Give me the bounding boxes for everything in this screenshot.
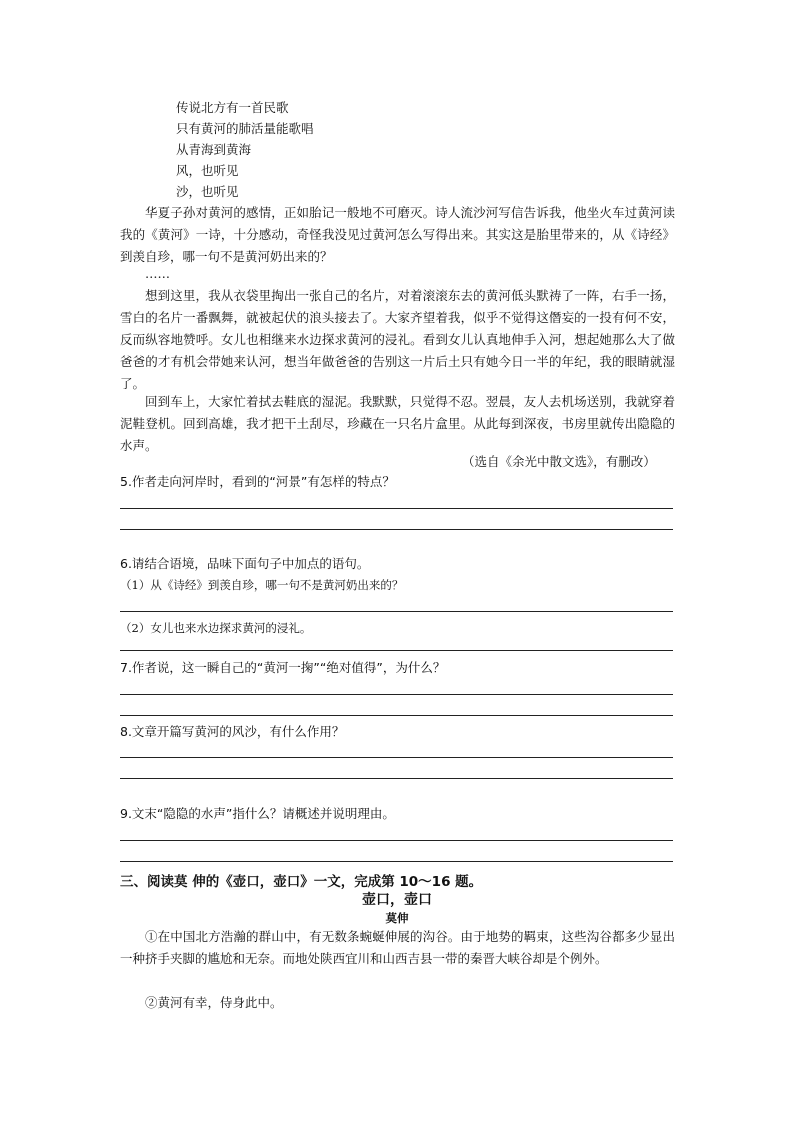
paragraph: ②黄河有幸，侍身此中。 <box>145 995 283 1010</box>
article-title: 壶口，壶口 <box>362 892 432 908</box>
question-6-2: （2）女儿也来水边探求黄河的浸礼。 <box>120 621 312 635</box>
answer-line <box>120 715 673 716</box>
answer-line <box>120 611 673 612</box>
question-5: 5.作者走向河岸时，看到的“河景”有怎样的特点？ <box>120 474 395 489</box>
section-heading: 三、阅读莫 伸的《壶口，壶口》一文，完成第 10～16 题。 <box>120 874 483 890</box>
poem-line: 沙，也听见 <box>176 184 239 199</box>
question-6: 6.请结合语境，品味下面句子中加点的语句。 <box>120 556 370 571</box>
answer-line <box>120 650 673 651</box>
answer-line <box>120 778 673 779</box>
answer-line <box>120 757 673 758</box>
paragraph: 想到这里，我从衣袋里掏出一张自己的名片，对着滚滚东去的黄河低头默祷了一阵，右手一扬，雪白的名片一番飘舞，就被起伏的浪头接去了。大家齐望着我，似乎不觉得这僭妄的一投有何不安，反而纵容地赞呼。女儿也相继来水边探求黄河的浸礼。看到女儿认真地伸手入河，想起她那么大了做爸爸的才有机会带她来认河，想当年做爸爸的告别这一片后土只有她今日一半的年纪，我的眼睛就湿了。 <box>120 288 675 391</box>
poem-line: 传说北方有一首民歌 <box>176 100 289 115</box>
article-author: 莫伸 <box>385 911 409 925</box>
question-9: 9.文末“隐隐的水声”指什么？请概述并说明理由。 <box>120 806 395 821</box>
paragraph: 回到车上，大家忙着拭去鞋底的湿泥。我默默，只觉得不忍。翌晨，友人去机场送别，我就穿着泥鞋登机。回到高雄，我才把干土刮尽，珍藏在一只名片盒里。从此每到深夜，书房里就传出隐隐的水声。 <box>120 394 675 453</box>
answer-line <box>120 861 673 862</box>
answer-line <box>120 840 673 841</box>
paragraph: ①在中国北方浩瀚的群山中，有无数条蜿蜒伸展的沟谷。由于地势的羁束，这些沟谷都多少显出一种挤手夹脚的尴尬和无奈。而地处陕西宜川和山西吉县一带的秦晋大峡谷却是个例外。 <box>120 929 675 966</box>
answer-line <box>120 508 673 509</box>
answer-line <box>120 694 673 695</box>
poem-line: 只有黄河的肺活量能歌唱 <box>176 121 314 136</box>
poem-line: 风，也听见 <box>176 163 239 178</box>
question-8: 8.文章开篇写黄河的风沙，有什么作用？ <box>120 724 345 739</box>
source-note: （选自《余光中散文选》，有删改） <box>462 454 656 469</box>
question-6-1: （1）从《诗经》到羡自珍，哪一句不是黄河奶出来的？ <box>120 578 404 592</box>
answer-line <box>120 529 673 530</box>
paragraph: 华夏子孙对黄河的感情，正如胎记一般地不可磨灭。诗人流沙河写信告诉我，他坐火车过黄河读我的《黄河》一诗，十分感动，奇怪我没见过黄河怎么写得出来。其实这是胎里带来的，从《诗经》到羡自珍，哪一句不是黄河奶出来的？ <box>120 205 675 264</box>
poem-line: 从青海到黄海 <box>176 142 252 157</box>
ellipsis: …… <box>145 266 170 281</box>
question-7: 7.作者说，这一瞬自己的“黄河一掬”“绝对值得”，为什么？ <box>120 660 446 675</box>
